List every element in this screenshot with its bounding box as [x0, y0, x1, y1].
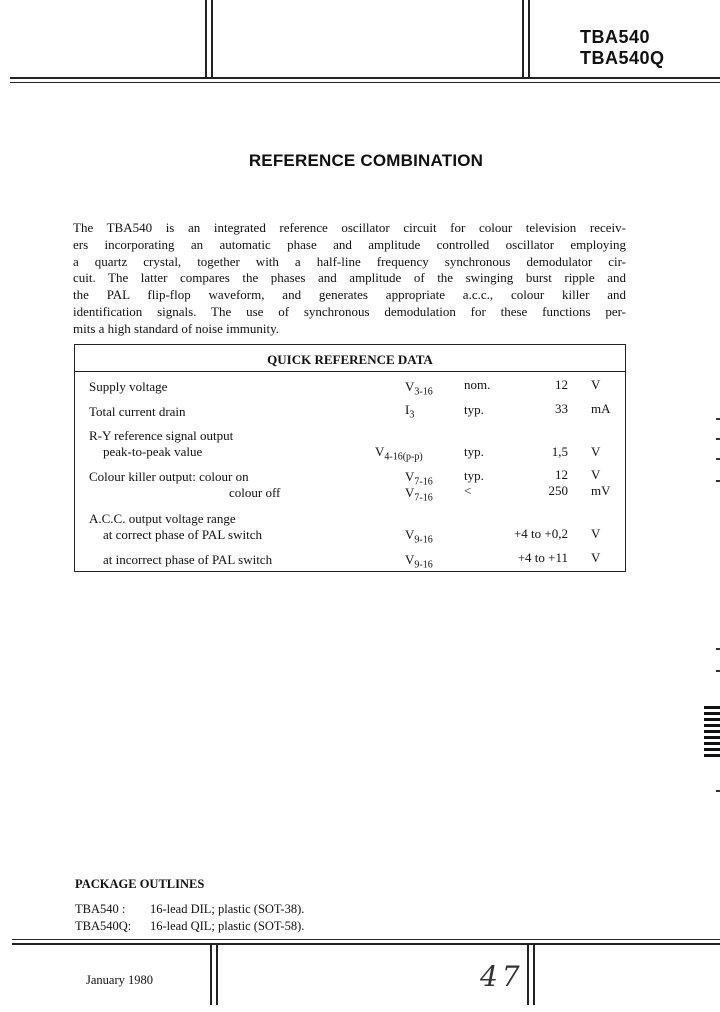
intro-line: the PAL flip-flop waveform, and generates appropriate a.c.c., colour killer and [73, 287, 626, 303]
value: 33 [555, 401, 568, 416]
unit: V [591, 526, 601, 541]
footer-rule [12, 943, 720, 945]
value: 250 [548, 483, 568, 498]
symbol: $V_{9-16}$ [405, 527, 433, 546]
unit: V [591, 377, 601, 392]
intro-line: a quartz crystal, together with a half-line frequency synchronous demodulator cir- [73, 253, 626, 269]
unit: mA [591, 401, 611, 416]
value: 12 [555, 377, 568, 392]
publication-date: January 1980 [86, 973, 153, 987]
header-divider [528, 0, 530, 77]
param: Supply voltage [89, 379, 168, 394]
symbol: $V_{3-16}$ [405, 379, 433, 398]
quick-reference-table [74, 344, 626, 572]
device-name-1: TBA540 [580, 27, 651, 47]
package-desc: 16-lead DIL; plastic (SOT-38). [150, 902, 305, 916]
param: colour off [229, 485, 281, 500]
intro-line: mits a high standard of noise immunity. [73, 320, 280, 336]
footer-divider [533, 945, 535, 1005]
unit: V [591, 550, 601, 565]
device-name-2: TBA540Q [580, 48, 665, 68]
header-rule-thin [10, 82, 720, 83]
param: at incorrect phase of PAL switch [103, 552, 273, 567]
footer-divider [216, 945, 218, 1005]
package-type: TBA540Q: [75, 919, 132, 933]
param: Colour killer output: colour on [89, 469, 249, 484]
param: at correct phase of PAL switch [103, 527, 262, 542]
condition: typ. [464, 402, 484, 417]
scan-mark [716, 418, 720, 420]
intro-line: ers incorporating an automatic phase and amplitude controlled oscillator employing [73, 236, 626, 252]
intro-line: identification signals. The use of synchronous demodulation for these functions per- [73, 303, 626, 319]
table-heading: QUICK REFERENCE DATA [75, 345, 625, 372]
condition: < [464, 483, 472, 498]
scan-mark [716, 648, 720, 650]
header-divider [211, 0, 213, 77]
scan-mark [716, 458, 720, 460]
footer-rule [12, 939, 720, 940]
symbol: $V_{4-16(p-p)}$ [375, 444, 423, 463]
intro-line: The TBA540 is an integrated reference oscillator circuit for colour television receiv- [73, 220, 626, 235]
unit: V [591, 467, 601, 482]
scan-mark [716, 480, 720, 482]
value: 1,5 [551, 444, 568, 459]
footer-divider [527, 945, 529, 1005]
unit: mV [591, 483, 611, 498]
symbol: $V_{9-16}$ [405, 552, 433, 571]
scan-bar-cluster [704, 706, 720, 758]
page-number: 47 [480, 960, 524, 993]
param: peak-to-peak value [103, 444, 203, 459]
param: A.C.C. output voltage range [89, 511, 236, 526]
scan-mark [716, 670, 720, 672]
value: +4 to +0,2 [513, 526, 568, 541]
header-rule [10, 77, 720, 79]
header-divider [205, 0, 207, 77]
intro-paragraph [73, 220, 626, 338]
scan-mark [716, 438, 720, 440]
symbol: $V_{7-16}$ [405, 469, 433, 488]
symbol: $V_{7-16}$ [405, 485, 433, 504]
param: R-Y reference signal output [89, 428, 234, 443]
scan-mark [716, 790, 720, 792]
condition: typ. [464, 444, 484, 459]
package-desc: 16-lead QIL; plastic (SOT-58). [150, 919, 305, 933]
package-heading: PACKAGE OUTLINES [75, 877, 205, 891]
condition: nom. [464, 377, 491, 392]
symbol: $I_3$ [405, 402, 415, 421]
condition: typ. [464, 468, 484, 483]
param: Total current drain [89, 404, 186, 419]
unit: V [591, 444, 601, 459]
intro-line: cuit. The latter compares the phases and amplitude of the swinging burst ripple and [73, 270, 626, 286]
value: 12 [555, 467, 568, 482]
footer-divider [210, 945, 212, 1005]
package-type: TBA540 : [75, 902, 126, 916]
value: +4 to +11 [517, 550, 568, 565]
page-title: REFERENCE COMBINATION [248, 151, 484, 170]
header-divider [522, 0, 524, 77]
